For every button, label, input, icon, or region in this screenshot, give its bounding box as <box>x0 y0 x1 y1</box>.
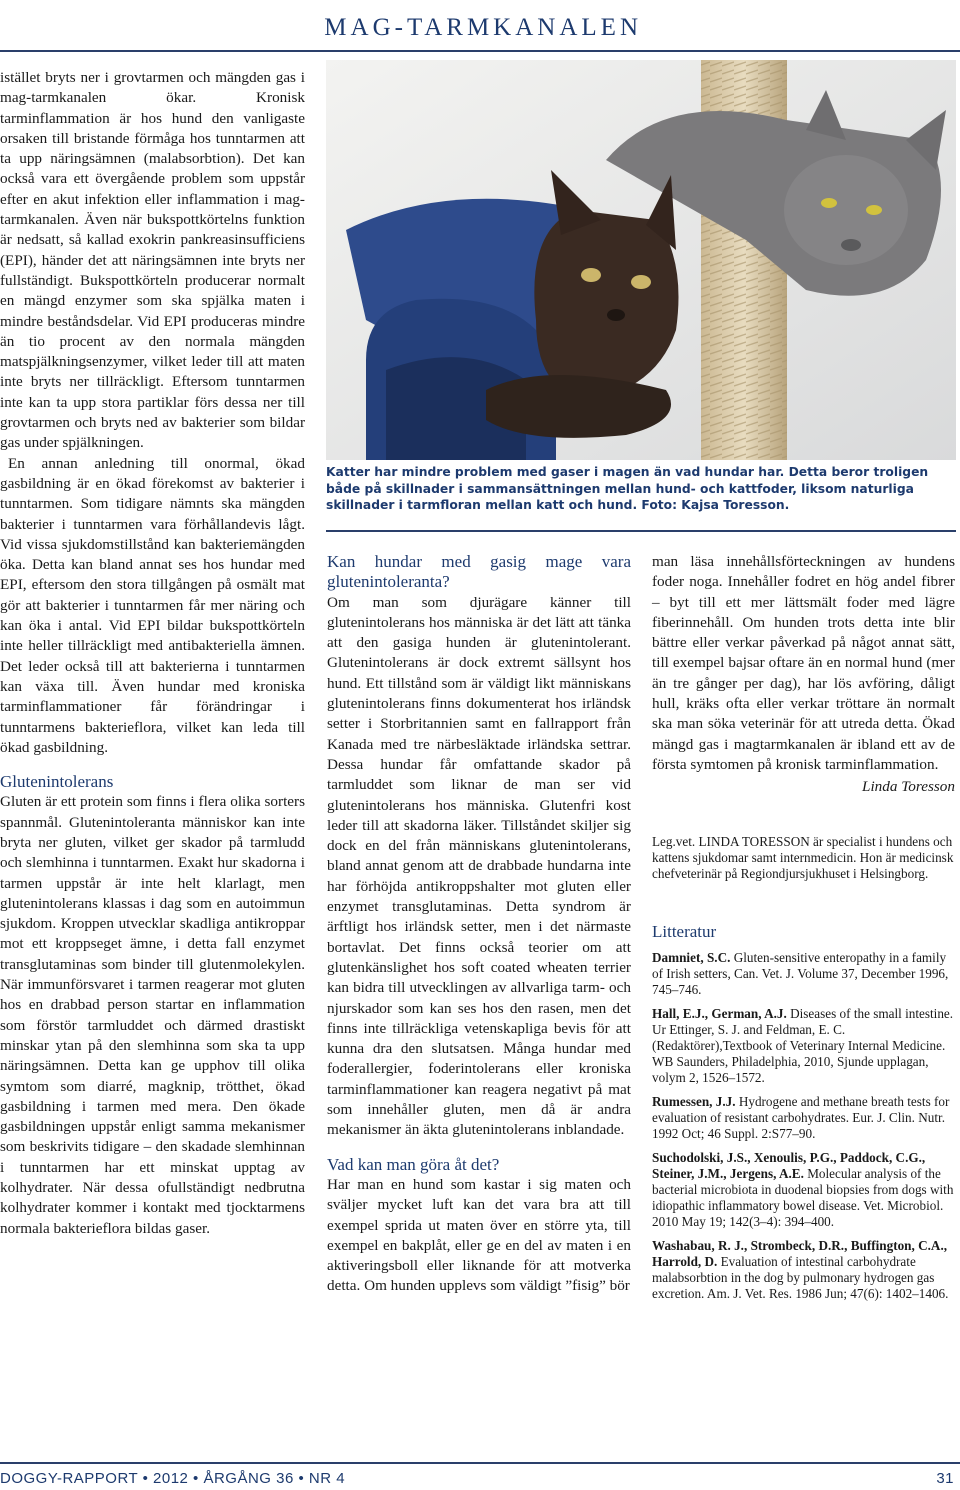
author-bio: Leg.vet. LINDA TORESSON är specialist i hundens och kattens sjukdomar samt internmedicin. Hon är medicinsk chefveterinär på Regiondjursjukhuset i Helsingborg. <box>652 833 954 881</box>
photo-caption: Katter har mindre problem med gaser i magen än vad hundar har. Detta beror troligen både på skillnader i sammansättningen mellan hund- och kattfoder, liksom naturliga skillnader i tarmfloran mellan katt och hund. Foto: Kajsa Toresson. <box>326 465 929 512</box>
paragraph: man läsa innehållsförteckningen av hundens foder noga. Innehåller fodret en hög andel fibrer – byt till ett mer lättsmält foder med lägre fiberinnehåll. Om hunden trots detta inte blir bättre eller verkar påverkad på något annat sätt, till exempel bajsar oftare än en normal hund (mer än tre gånger per dag), har lös avföring, dåligt hull, kräks ofta eller verkar tröttare än normalt ska man söka veterinär för att utreda detta. Ökad mängd gas i magtarmkanalen är ibland ett av de första symtomen på kronisk tarminflammation. <box>652 553 955 773</box>
paragraph: En annan anledning till onormal, ökad gasbildning är en ökad förekomst av bakterier i tunntarmen. Som tidigare nämnts ska mängden bakterier i tunntarmen vara förhållandevis lågt. Vid vissa sjukdomstillstånd kan bakteriemängden öka. Detta kan bland annat ses hos hundar med EPI, eftersom den stora tillgången på osmält mat gör att bakterier i tunntarmen får mer näring och kan öka i antal. Vid EPI bildar bukspottkörteln inte heller tillräckligt med antibakteriella ämnen. Det leder också till att bakterierna i tunntarmen kan växa till. Även hundar med kroniska tarminflammationer får förändringar i tunntarmens bakterieflora, vilket kan leda till ökad gasbildning. <box>0 454 305 756</box>
paragraph: istället bryts ner i grovtarmen och mängden gas i mag-tarmkanalen ökar. Kronisk tarminflammation är hos hund den vanligaste orsaken till bristande förmåga hos tunntarmen att ta upp näringsämnen (malabsorbtion). Det kan också vara ett övergående problem som uppstår efter en akut infektion eller inflammation i mag-tarmkanalen. Även när bukspottkörtelns funktion är nedsatt, så kallad exokrin pankreasinsufficiens (EPI), händer det att näringsämnen inte bryts ner fullständigt. Bukspottkörteln producerar normalt en mängd enzymer som ska spjälka maten i mindre beståndsdelar. Vid EPI produceras mindre än tio procent av den normala mängden matspjälkningsenzymer, vilket leder till att maten inte bryts ner tillräckligt. Eftersom tunntarmen inte kan ta upp stora partiklar förs dessa ner till grovtarmen och bryts ned av bakterier som bildar gas under spjälkningen. <box>0 69 305 452</box>
section-title: MAG-TARMKANALEN <box>324 14 642 41</box>
subheading-vad-gora: Vad kan man göra åt det? <box>327 1154 500 1174</box>
author-signature: Linda Toresson <box>862 778 955 796</box>
paragraph: Om man som djurägare känner till glutenintolerans hos människa är det lätt att tänka att den gasiga hunden är glutenintolerant. Glutenintolerans är dock extremt sällsynt hos hund. Ett tillstånd som är väldigt likt människans glutenintolerans finns dokumenterat hos irländsk setter i Storbritannien samt en fallrapport från Kanada med tre närbesläktade irländska settrar. Dessa hundar får omfattande skador på tarmluddet som liknar de man ser vid glutenintolerans hos människa. Glutenfri kost leder till att skadorna läker. Tillståndet skiljer sig dock en del från människans glutenintolerans, bland annat genom att de drabbade hundarna inte har förhöjda antikroppshalter mot gluten eller enzymet transglutaminas. Detta syndrom är ärftligt hos irländsk setter, men i det närmaste bortavlat. Det finns också teorier om att glutenkänslighet hos soft coated wheaten terrier kan bidra till utvecklingen av allvarliga tarm- och njurskador som kan ses hos den rasen, men det finns inte tillräckliga vetenskapliga bevis för att kunna dra den slutsatsen. Många hundar med foderallergier, foderintolerans eller kroniska tarminflammationer kan reagera negativt på mat som innehåller gluten, men då är andra mekanismer än äkta glutenintolerans inblandade. <box>327 593 631 1139</box>
reference-text: Gluten-sensitive enteropathy in a family of Irish setters, Can. Vet. J. Volume 37, December 1996, 745–746. <box>652 949 949 997</box>
paragraph: Gluten är ett protein som finns i flera olika sorters spannmål. Glutenintoleranta människor kan inte bryta ner gluten, vilket ger skador på tarmludd och slemhinna i tunntarmen. Exakt hur skadorna i tarmen uppstår är inte helt klarlagt, men glutenintolerans klassas i dag som en autoimmun sjukdom. Kroppen utvecklar skadliga antikroppar mot ett kroppseget ämne, i detta fall enzymet transglutaminas som binder till glutenmolekylen. När immunförsvaret i tarmen reagerar mot gluten hos en drabbad person startar en inflammation som förstör tarmluddet och därmed drastiskt minskar ytan på den slemhinna som ska ta upp näringsämnen. Detta kan ge upphov till olika symtom som diarré, magknip, trötthet, ökad gasbildning i tarmen med mera. Den ökade gasbildningen uppstår enligt samma mekanismer som beskrivits tidigare – den skadade slemhinnan i tunntarmen har ett minskat upptag av kolhydrater. När dessa ofullständigt nedbrutna kolhydrater kommer i kontakt med tjocktarmens normala bakterieflora bildas gaser. <box>0 793 305 1237</box>
caption-rule <box>326 530 956 532</box>
reference-authors: Washabau, R. J., Strombeck, D.R., Buffington, C.A., Harrold, D. <box>652 1237 948 1269</box>
article-column-2 <box>327 552 631 1297</box>
reference-authors: Hall, E.J., German, A.J. <box>652 1005 787 1021</box>
page-number: 31 <box>936 1470 954 1487</box>
article-column-1 <box>0 68 305 1239</box>
reference-text: Molecular analysis of the bacterial microbiota in duodenal biopsies from dogs with idiopathic inflammatory bowel disease. Vet. Microbiol. 2010 May 19; 142(3–4): 394–400. <box>652 1165 954 1229</box>
article-column-3 <box>652 552 955 1302</box>
publication-info: DOGGY-RAPPORT • 2012 • ÅRGÅNG 36 • NR 4 <box>0 1470 346 1487</box>
reference-authors: Suchodolski, J.S., Xenoulis, P.G., Paddock, C.G., Steiner, J.M., Jergens, A.E. <box>652 1149 926 1181</box>
reference-text: Hydrogene and methane breath tests for evaluation of resistant carbohydrates. Eur. J. Clin. Nutr. 1992 Oct; 46 Suppl. 2:S77–90. <box>652 1093 950 1141</box>
references-heading: Litteratur <box>652 921 717 941</box>
reference-item <box>652 1238 955 1302</box>
reference-text: Diseases of the small intestine. Ur Ettinger, S. J. and Feldman, E. C. (Redaktörer),Textbook of Veterinary Internal Medicine. WB Saunders, Philadelphia, 2010, Sjunde upplagan, volym 2, 1526–1572. <box>652 1005 954 1085</box>
header-rule <box>0 50 960 52</box>
reference-item <box>652 1094 955 1142</box>
cats-photo <box>326 60 956 460</box>
paragraph: Har man en hund som kastar i sig maten och sväljer mycket luft kan det vara bra att till exempel sprida ut maten över en större yta, till exempel en bakplåt, eller ge en del av maten i en aktiveringsboll eller liknande för att motverka detta. Om hunden upplevs som väldigt ”fisig” bör <box>327 1175 631 1295</box>
reference-text: Evaluation of intestinal carbohydrate malabsorbtion in the dog by pulmonary hydrogen gas excretion. Am. J. Vet. Res. 1986 Jun; 47(6): 1402–1406. <box>652 1253 949 1301</box>
footer-rule <box>0 1462 960 1464</box>
reference-authors: Damniet, S.C. <box>652 949 731 965</box>
reference-item <box>652 1006 955 1086</box>
reference-item <box>652 950 955 998</box>
subheading-glutenintolerans: Glutenintolerans <box>0 772 114 792</box>
section-header <box>0 14 960 42</box>
reference-authors: Rumessen, J.J. <box>652 1093 736 1109</box>
reference-item <box>652 1150 955 1230</box>
subheading-gasig-mage: Kan hundar med gasig mage vara glutenintoleranta? <box>327 552 631 592</box>
